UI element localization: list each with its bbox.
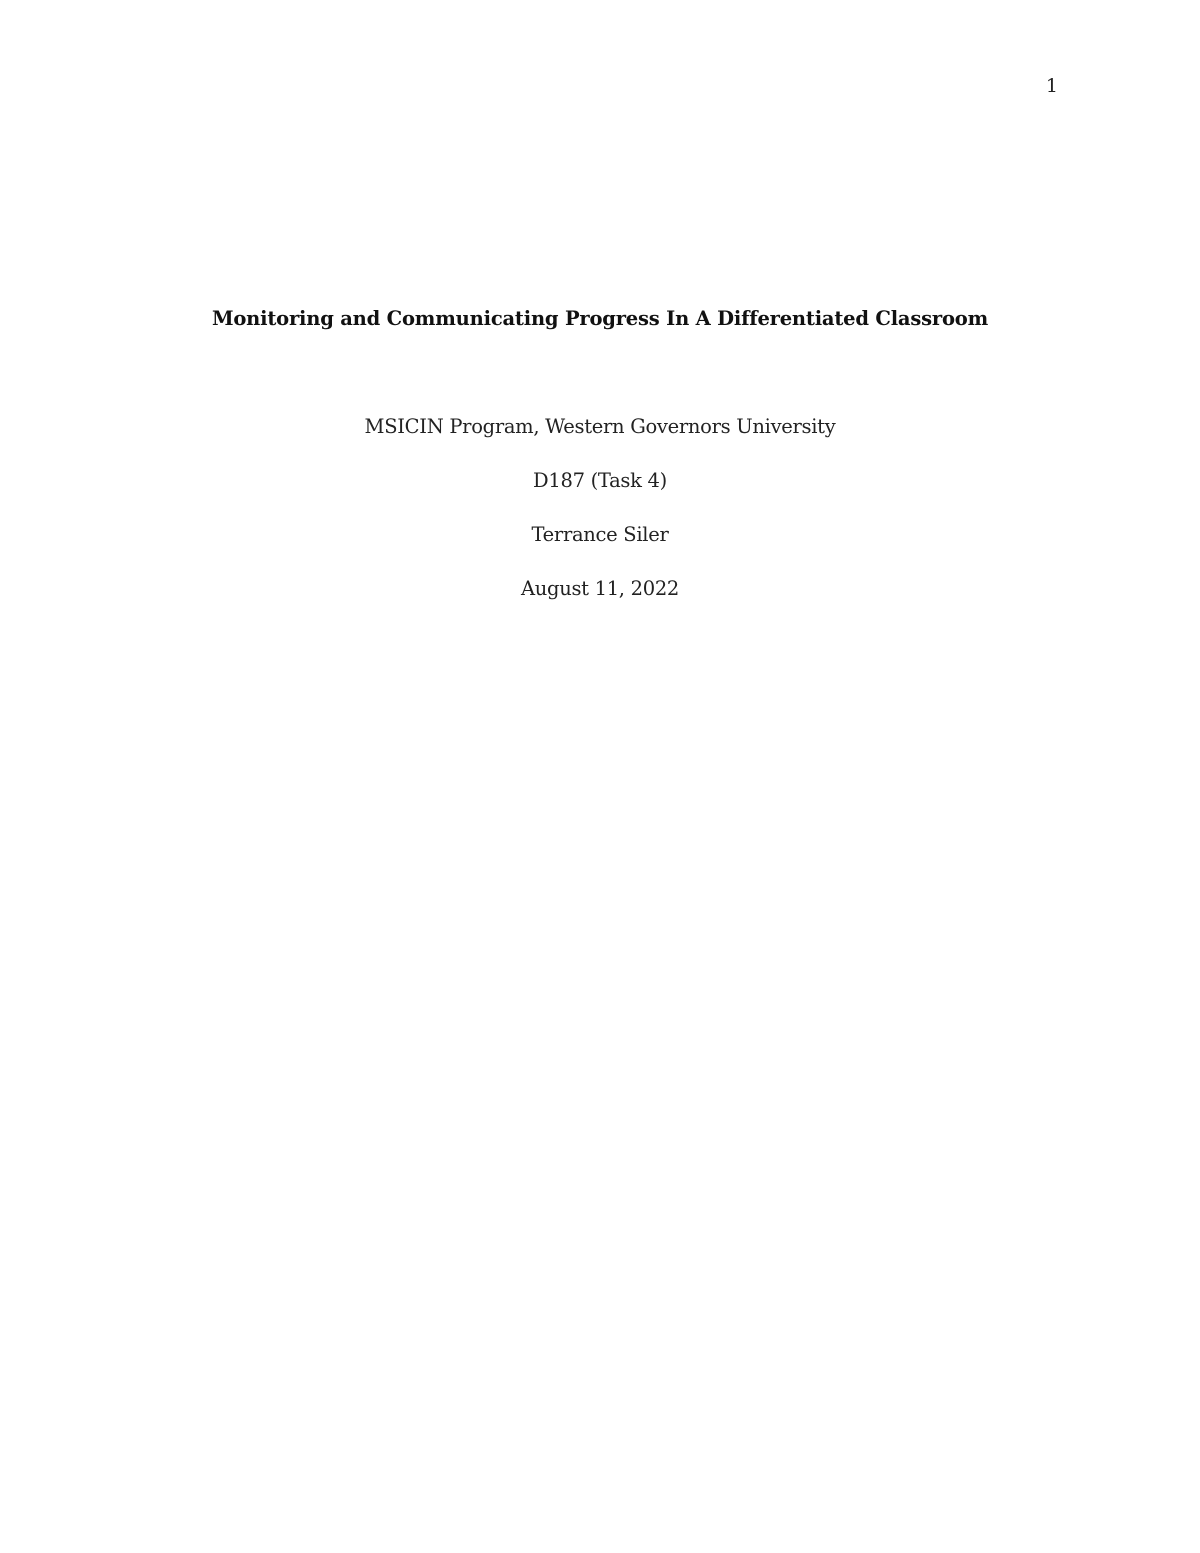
title-block xyxy=(0,305,1200,333)
page-number: 1 xyxy=(1045,75,1058,97)
author-line: Terrance Siler xyxy=(531,523,669,546)
title-page-details xyxy=(0,413,1200,629)
paper-title: Monitoring and Communicating Progress In A Differentiated Classroom xyxy=(211,307,989,330)
date-line: August 11, 2022 xyxy=(520,577,680,600)
course-line: D187 (Task 4) xyxy=(533,469,667,492)
program-line: MSICIN Program, Western Governors University xyxy=(364,415,836,438)
